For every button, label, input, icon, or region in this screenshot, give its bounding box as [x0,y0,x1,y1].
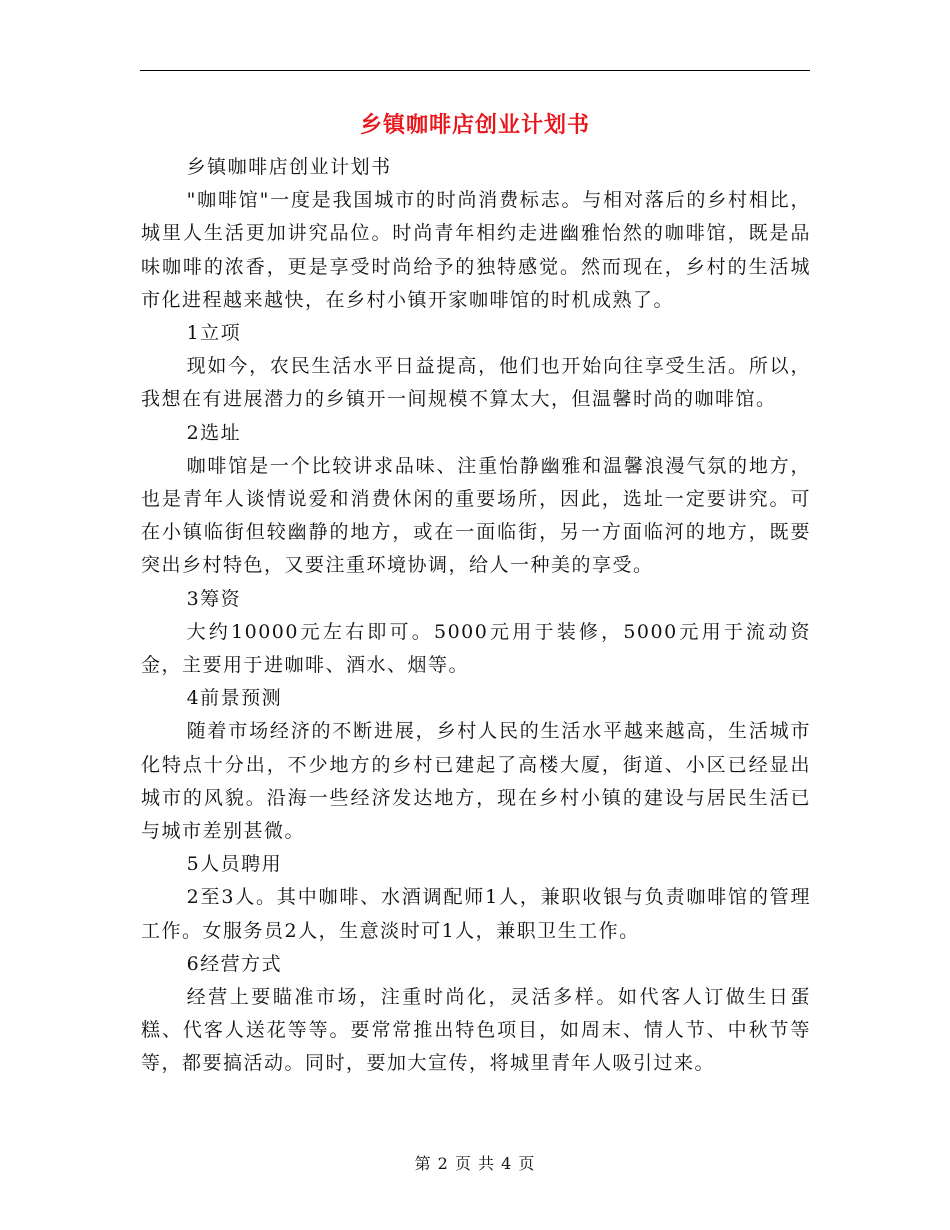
paragraph-funding: 大约10000元左右即可。5000元用于装修，5000元用于流动资金，主要用于进咖啡、酒水、烟等。 [141,620,811,677]
section-heading-operation: 6经营方式 [186,952,283,975]
document-title: 乡镇咖啡店创业计划书 [359,112,590,138]
paragraph-location: 咖啡馆是一个比较讲求品味、注重怡静幽雅和温馨浪漫气氛的地方，也是青年人谈情说爱和消费休闲的重要场所，因此，选址一定要讲究。可在小镇临街但较幽静的地方，或在一面临街，另一方面临河的地方，既要突出乡村特色，又要注重环境协调，给人一种美的享受。 [141,454,811,577]
section-heading-staffing: 5人员聘用 [186,853,283,876]
paragraph-staffing: 2至3人。其中咖啡、水酒调配师1人，兼职收银与负责咖啡馆的管理工作。女服务员2人，生意淡时可1人，兼职卫生工作。 [141,886,811,942]
paragraph-operation: 经营上要瞄准市场，注重时尚化，灵活多样。如代客人订做生日蛋糕、代客人送花等等。要常常推出特色项目，如周末、情人节、中秋节等等，都要搞活动。同时，要加大宣传，将城里青年人吸引过来。 [141,986,811,1075]
paragraph-outlook: 随着市场经济的不断进展，乡村人民的生活水平越来越高，生活城市化特点十分出，不少地方的乡村已建起了高楼大厦，街道、小区已经显出城市的风貌。沿海一些经济发达地方，现在乡村小镇的建设与居民生活已与城市差别甚微。 [141,720,811,843]
paragraph-intro: "咖啡馆"一度是我国城市的时尚消费标志。与相对落后的乡村相比，城里人生活更加讲究品位。时尚青年相约走进幽雅怡然的咖啡馆，既是品味咖啡的浓香，更是享受时尚给予的独特感觉。然而现在，乡村的生活城市化进程越来越快，在乡村小镇开家咖啡馆的时机成熟了。 [141,189,811,311]
paragraph-project: 现如今，农民生活水平日益提高，他们也开始向往享受生活。所以，我想在有进展潜力的乡镇开一间规模不算太大，但温馨时尚的咖啡馆。 [141,355,811,411]
document-body [141,151,811,1081]
section-heading-funding: 3筹资 [186,587,242,610]
section-heading-outlook: 4前景预测 [186,687,283,710]
page-number-footer: 第 2 页 共 4 页 [414,1154,536,1173]
section-heading-project: 1立项 [186,322,242,345]
section-heading-location: 2选址 [186,421,242,444]
paragraph-subtitle: 乡镇咖啡店创业计划书 [186,156,392,178]
header-rule [140,70,810,71]
